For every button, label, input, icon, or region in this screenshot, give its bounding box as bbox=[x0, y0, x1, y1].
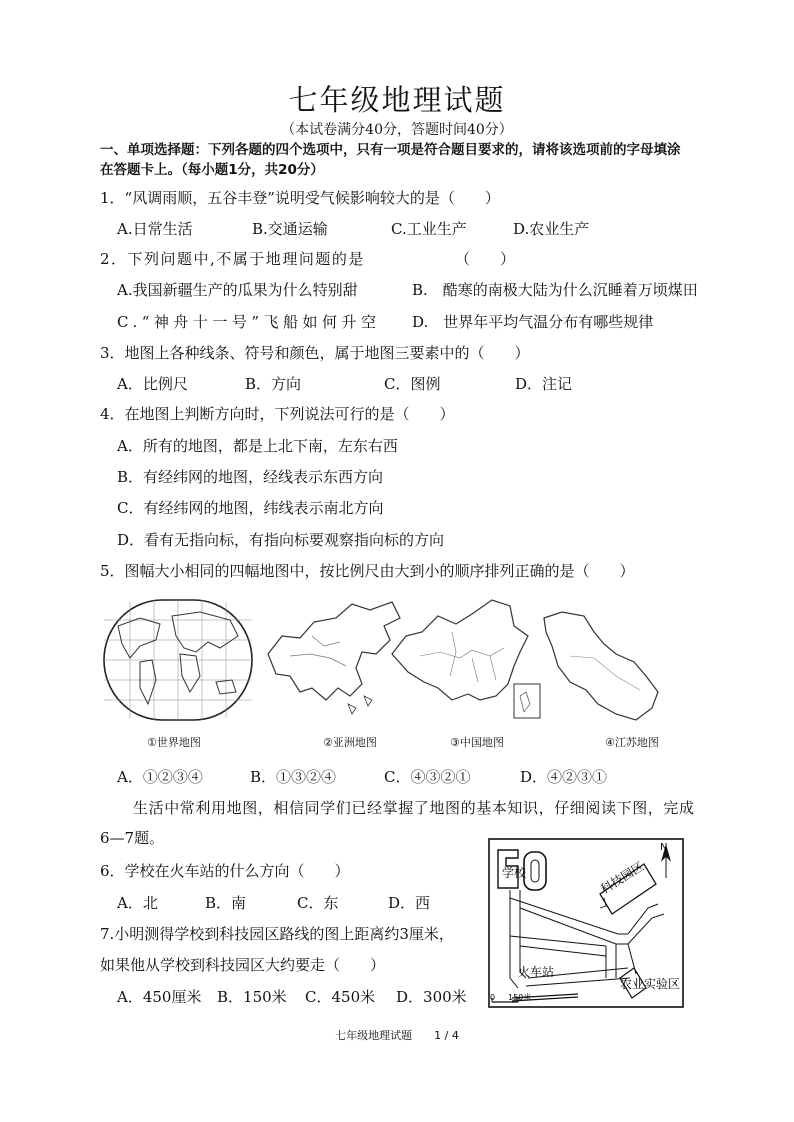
q6-option-a[interactable]: A．北 bbox=[117, 894, 158, 912]
q2-answer-paren: （ ） bbox=[455, 250, 516, 268]
map-label-north: N bbox=[660, 842, 668, 853]
q7-stem-line2: 如果他从学校到科技园区大约要走（ ） bbox=[100, 956, 386, 974]
map-label-tech-park: 科技园区 bbox=[598, 859, 647, 897]
q6-option-d[interactable]: D．西 bbox=[388, 894, 431, 912]
q3-option-b[interactable]: B．方向 bbox=[245, 375, 302, 393]
caption-asia-map: ②亚洲地图 bbox=[323, 736, 377, 749]
q1-option-b[interactable]: B.交通运输 bbox=[252, 220, 328, 238]
world-map bbox=[104, 600, 252, 720]
q7-option-a[interactable]: A．450厘米 bbox=[117, 988, 202, 1006]
q3-option-d[interactable]: D．注记 bbox=[515, 375, 573, 393]
q7-option-c[interactable]: C．450米 bbox=[305, 988, 376, 1006]
caption-jiangsu-map: ④江苏地图 bbox=[605, 736, 659, 749]
q3-option-a[interactable]: A．比例尺 bbox=[117, 375, 188, 393]
q7-option-d[interactable]: D．300米 bbox=[396, 988, 467, 1006]
q4-stem: 4．在地图上判断方向时，下列说法可行的是（ ） bbox=[100, 405, 455, 423]
section-1-line2: 在答题卡上。（每小题1分，共20分） bbox=[100, 162, 324, 178]
q7-option-b[interactable]: B．150米 bbox=[217, 988, 287, 1006]
q4-option-b[interactable]: B．有经纬网的地图，经线表示东西方向 bbox=[117, 468, 384, 486]
q2-option-b[interactable]: B. 酷寒的南极大陆为什么沉睡着万顷煤田 bbox=[412, 281, 698, 299]
q6-option-c[interactable]: C．东 bbox=[297, 894, 339, 912]
q4-option-c[interactable]: C．有经纬网的地图，纬线表示南北方向 bbox=[117, 499, 384, 517]
q6-option-b[interactable]: B．南 bbox=[205, 894, 247, 912]
page-title: 七年级地理试题 bbox=[288, 83, 506, 117]
q2-stem: 2．下列问题中,不属于地理问题的是 bbox=[100, 250, 365, 268]
section-1-line1: 一、单项选择题：下列各题的四个选项中，只有一项是符合题目要求的，请将该选项前的字母填涂 bbox=[100, 142, 681, 158]
page-subtitle: （本试卷满分40分，答题时间40分） bbox=[281, 122, 513, 138]
q1-option-a[interactable]: A.日常生活 bbox=[117, 220, 193, 238]
q3-option-c[interactable]: C．图例 bbox=[384, 375, 441, 393]
q6-stem: 6．学校在火车站的什么方向（ ） bbox=[100, 862, 350, 880]
q5-option-a[interactable]: A．①②③④ bbox=[117, 768, 203, 786]
q5-option-b[interactable]: B．①③②④ bbox=[250, 768, 337, 786]
q1-option-c[interactable]: C.工业生产 bbox=[391, 220, 467, 238]
china-map bbox=[392, 600, 540, 718]
asia-map bbox=[268, 602, 400, 714]
section-1-instructions bbox=[100, 140, 681, 180]
q5-option-d[interactable]: D．④②③① bbox=[520, 768, 608, 786]
q5-option-c[interactable]: C．④③②① bbox=[384, 768, 471, 786]
q5-maps-figure bbox=[100, 596, 680, 731]
q3-stem: 3．地图上各种线条、符号和颜色，属于地图三要素中的（ ） bbox=[100, 344, 530, 362]
intro-line2: 6—7题。 bbox=[100, 829, 165, 847]
map-label-school: 学校 bbox=[502, 866, 527, 880]
intro-line1: 生活中常利用地图，相信同学们已经掌握了地图的基本知识，仔细阅读下图，完成 bbox=[133, 799, 695, 817]
jiangsu-map bbox=[544, 612, 658, 720]
map-label-station: 火车站 bbox=[518, 965, 555, 979]
campus-map bbox=[488, 838, 684, 1008]
caption-world-map: ①世界地图 bbox=[147, 736, 201, 749]
q1-stem: 1．“风调雨顺，五谷丰登”说明受气候影响较大的是（ ） bbox=[100, 189, 500, 207]
q5-stem: 5．图幅大小相同的四幅地图中，按比例尺由大到小的顺序排列正确的是（ ） bbox=[100, 562, 635, 580]
q7-stem-line1: 7.小明测得学校到科技园区路线的图上距离约3厘米， bbox=[100, 925, 454, 943]
q2-option-c[interactable]: C.“神舟十一号”飞船如何升空 bbox=[117, 313, 381, 331]
q2-option-d[interactable]: D. 世界年平均气温分布有哪些规律 bbox=[412, 313, 654, 331]
q4-option-d[interactable]: D．看有无指向标，有指向标要观察指向标的方向 bbox=[117, 531, 445, 549]
q2-option-a[interactable]: A.我国新疆生产的瓜果为什么特别甜 bbox=[117, 281, 358, 299]
scale-label-zero: 0 bbox=[490, 993, 496, 1002]
caption-china-map: ③中国地图 bbox=[450, 736, 504, 749]
scale-label-distance: 150米 bbox=[508, 993, 532, 1002]
page-footer: 七年级地理试题 1 / 4 bbox=[335, 1029, 459, 1042]
q1-option-d[interactable]: D.农业生产 bbox=[513, 220, 590, 238]
map-label-farm: 农业实验区 bbox=[620, 977, 681, 991]
q4-option-a[interactable]: A．所有的地图，都是上北下南，左东右西 bbox=[117, 437, 398, 455]
